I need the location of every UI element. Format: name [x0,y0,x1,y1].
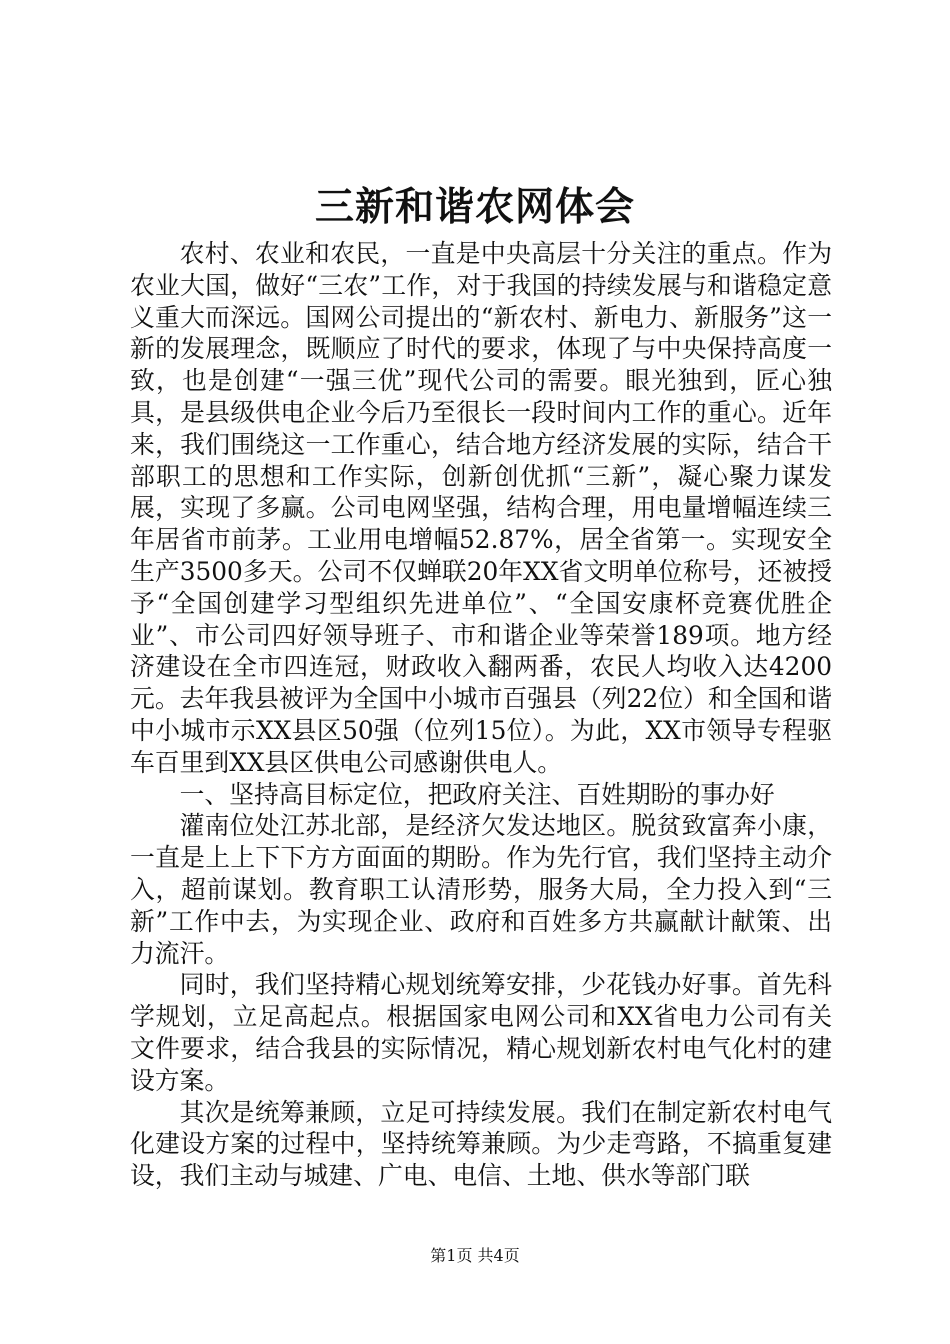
page-number: 第1页 共4页 [430,1246,520,1265]
paragraph-coordination: 其次是统筹兼顾，立足可持续发展。我们在制定新农村电气化建设方案的过程中，坚持统筹兼顾。为少走弯路，不搞重复建设，我们主动与城建、广电、电信、土地、供水等部门联 [130,1097,832,1191]
paragraph-guannan: 灌南位处江苏北部，是经济欠发达地区。脱贫致富奔小康，一直是上上下下方方面面的期盼。作为先行官，我们坚持主动介入，超前谋划。教育职工认清形势，服务大局，全力投入到“三新”工作中去，为实现企业、政府和百姓多方共赢献计献策、出力流汗。 [130,811,832,968]
section-heading-1: 一、坚持高目标定位，把政府关注、百姓期盼的事办好 [179,779,775,809]
document-body [130,238,832,1192]
paragraph-intro: 农村、农业和农民，一直是中央高层十分关注的重点。作为农业大国，做好“三农”工作，对于我国的持续发展与和谐稳定意义重大而深远。国网公司提出的“新农村、新电力、新服务”这一新的发展理念，既顺应了时代的要求，体现了与中央保持高度一致，也是创建“一强三优”现代公司的需要。眼光独到，匠心独具，是县级供电企业今后乃至很长一段时间内工作的重心。近年来，我们围绕这一工作重心，结合地方经济发展的实际，结合干部职工的思想和工作实际，创新创优抓“三新”，凝心聚力谋发展，实现了多赢。公司电网坚强，结构合理，用电量增幅连续三年居省市前茅。工业用电增幅52.87%，居全省第一。实现安全生产3500多天。公司不仅蝉联20年XX省文明单位称号，还被授予“全国创建学习型组织先进单位”、“全国安康杯竞赛优胜企业”、市公司四好领导班子、市和谐企业等荣誉189项。地方经济建设在全市四连冠，财政收入翻两番，农民人均收入达4200元。去年我县被评为全国中小城市百强县（列22位）和全国和谐中小城市示XX县区50强（位列15位）。为此，XX市领导专程驱车百里到XX县区供电公司感谢供电人。 [130,239,832,777]
paragraph-planning: 同时，我们坚持精心规划统筹安排，少花钱办好事。首先科学规划，立足高起点。根据国家电网公司和XX省电力公司有关文件要求，结合我县的实际情况，精心规划新农村电气化村的建设方案。 [130,970,832,1095]
document-title: 三新和谐农网体会 [314,184,635,230]
